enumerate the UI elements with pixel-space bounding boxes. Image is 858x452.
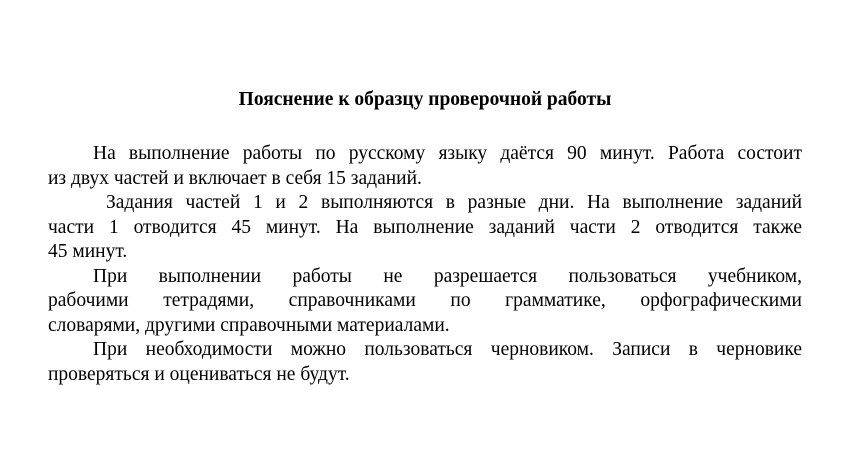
paragraph-line: проверяться и оцениваться не будут. [48,363,350,385]
paragraph-line: из двух частей и включает в себя 15 заданий. [48,167,422,189]
paragraph-line: 45 минут. [48,241,128,262]
paragraph-parts [48,191,802,265]
paragraph-line: словарями, другими справочными материалами. [48,314,450,336]
paragraph-line: При необходимости можно пользоваться черновиком. Записи в черновике [93,339,802,360]
paragraph-line: Задания частей 1 и 2 выполняются в разные дни. На выполнение заданий [106,192,802,213]
paragraph-line: части 1 отводится 45 минут. На выполнение заданий части 2 отводится также [48,216,802,238]
paragraph-line: рабочими тетрадями, справочниками по грамматике, орфографическими [48,290,802,311]
paragraph-line: При выполнении работы не разрешается пользоваться учебником, [93,265,802,287]
document-page [48,88,802,387]
paragraph-draft [48,338,802,387]
paragraph-line: На выполнение работы по русскому языку даётся 90 минут. Работа состоит [93,143,802,164]
paragraph-duration [48,142,802,191]
document-title: Пояснение к образцу проверочной работы [238,89,612,110]
paragraph-restrictions [48,265,802,339]
